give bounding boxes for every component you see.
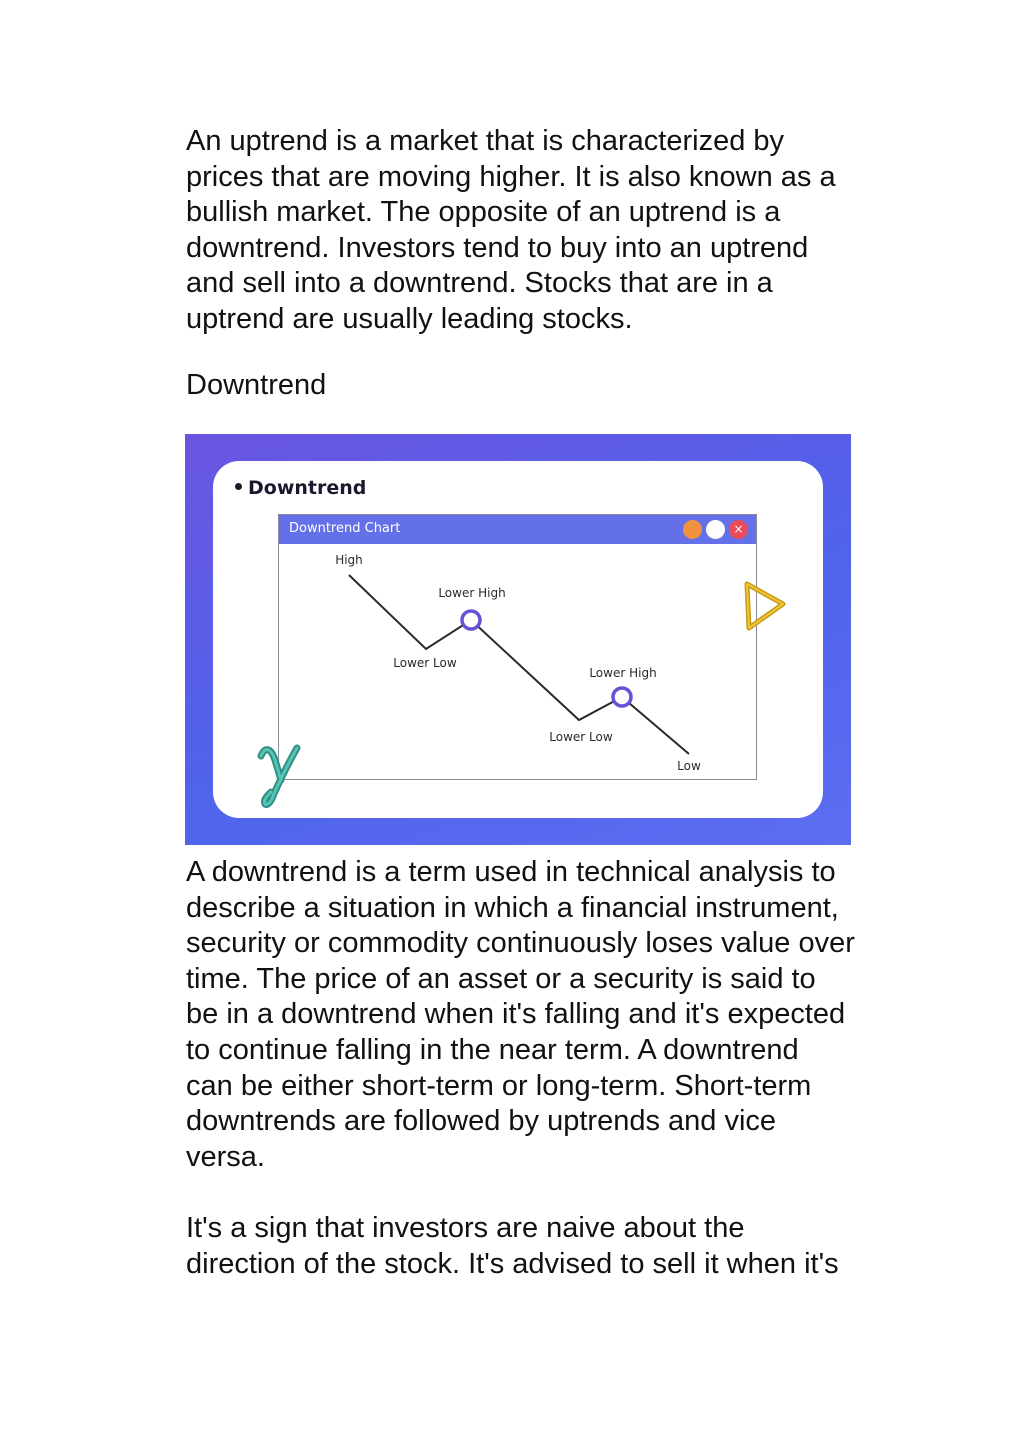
- point-label: Low: [677, 759, 701, 773]
- lower-high-marker: [462, 611, 480, 629]
- figure-card-title: [235, 477, 366, 499]
- section-heading: Downtrend: [186, 369, 327, 401]
- close-button: ×: [729, 520, 748, 539]
- downtrend-line-chart: [279, 515, 755, 778]
- paragraph-downtrend-advice: It's a sign that investors are naive about the direction of the stock. It's advised to sell it when it's: [186, 1212, 839, 1280]
- lower-high-marker: [613, 688, 631, 706]
- paragraph-uptrend: An uptrend is a market that is characterized by prices that are moving higher. It is also known as a bullish market. The opposite of an uptrend is a downtrend. Investors tend to buy into an uptrend and sell into a downtrend. Stocks that are in a uptrend are usually leading stocks.: [186, 125, 836, 335]
- downtrend-figure: [185, 434, 851, 845]
- point-label: Lower High: [589, 666, 657, 680]
- point-label: Lower Low: [549, 730, 613, 744]
- point-label: Lower High: [438, 586, 506, 600]
- paragraph-downtrend-definition: A downtrend is a term used in technical analysis to describe a situation in which a financial instrument, security or commodity continuously loses value over time. The price of an asset or a security is said to be in a downtrend when it's falling and it's expected to continue falling in the near term. A downtrend can be either short-term or long-term. Short-term downtrends are followed by uptrends and vice versa.: [186, 856, 855, 1173]
- gamma-symbol-icon: [255, 738, 301, 810]
- figure-card-title-text: Downtrend: [248, 477, 367, 499]
- chart-window-title: Downtrend Chart: [289, 521, 401, 536]
- point-label: High: [335, 553, 363, 567]
- point-label: Lower Low: [393, 656, 457, 670]
- triangle-play-icon: [741, 576, 791, 634]
- chart-window: [278, 514, 757, 780]
- bullet-icon: [235, 483, 242, 490]
- figure-card: [213, 461, 823, 818]
